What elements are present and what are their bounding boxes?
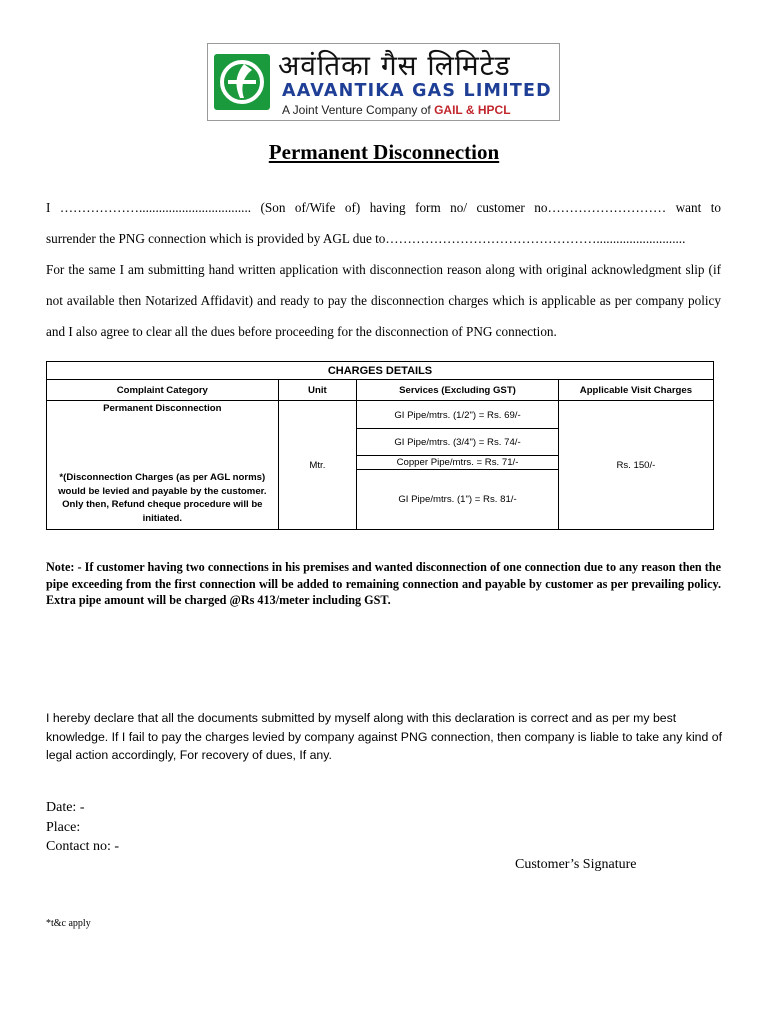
services-cell	[357, 401, 559, 530]
logo-hindi-text: अवंतिका गैस लिमिटेड	[278, 49, 511, 82]
page-title: Permanent Disconnection	[268, 140, 500, 164]
header-unit: Unit	[278, 380, 357, 401]
declaration-paragraph: I hereby declare that all the documents submitted by myself along with this declaration is correct and as per my best knowledge. If I fail to pay the charges levied by company against PNG connection, then company is liable to take any kind of legal action accordingly, For recovery of dues, If any.	[46, 711, 723, 762]
category-cell	[47, 401, 279, 530]
header-visit-charges: Applicable Visit Charges	[558, 380, 713, 401]
unit-cell: Mtr.	[278, 401, 357, 530]
charges-table	[46, 361, 714, 530]
intro-paragraph	[46, 192, 721, 347]
note-paragraph: Note: - If customer having two connections in his premises and wanted disconnection of one connection due to any reason then the pipe exceeding from the first connection will be added to remaining connection and payable by customer as per prevailing policy. Extra pipe amount will be charged @Rs 413/meter including GST.	[46, 560, 721, 607]
customer-signature-label: Customer’s Signature	[515, 857, 637, 872]
intro-line-3: For the same I am submitting hand written application with disconnection reason along with original acknowledgment slip (if not available then Notarized Affidavit) and ready to pay the disconnection charges which is applicable as per company policy and I also agree to clear all the dues before proceeding for the disconnection of PNG connection.	[46, 262, 721, 339]
category-name: Permanent Disconnection	[103, 403, 222, 414]
table-caption: CHARGES DETAILS	[47, 362, 714, 380]
service-item: Copper Pipe/mtrs. = Rs. 71/-	[357, 456, 558, 470]
contact-label: Contact no: -	[46, 839, 120, 854]
company-logo	[207, 43, 560, 121]
date-label: Date: -	[46, 800, 85, 815]
terms-note: *t&c apply	[46, 918, 91, 929]
category-note: *(Disconnection Charges (as per AGL norms) would be levied and payable by the customer. Only then, Refund cheque procedure will be initiated.	[58, 471, 267, 525]
header-services: Services (Excluding GST)	[357, 380, 559, 401]
visit-charge-cell: Rs. 150/-	[558, 401, 713, 530]
service-item: GI Pipe/mtrs. (3/4") = Rs. 74/-	[357, 429, 558, 456]
place-label: Place:	[46, 820, 81, 835]
service-item: GI Pipe/mtrs. (1/2") = Rs. 69/-	[357, 402, 558, 429]
table-header-row	[47, 380, 714, 401]
tagline-prefix: A Joint Venture Company of	[282, 103, 435, 117]
services-list	[357, 402, 558, 528]
flame-logo-icon	[214, 54, 270, 110]
intro-line-2: surrender the PNG connection which is provided by AGL due to…………………………………………...........................	[46, 231, 686, 246]
logo-tagline	[282, 103, 511, 117]
intro-line-1: I ……………….................................. (Son of/Wife of) having form no/ customer no……………………… want to	[46, 200, 721, 215]
header-complaint-category: Complaint Category	[47, 380, 279, 401]
service-item: GI Pipe/mtrs. (1") = Rs. 81/-	[398, 493, 517, 505]
logo-english-text: AAVANTIKA GAS LIMITED	[282, 81, 552, 101]
table-row	[47, 401, 714, 530]
tagline-partners: GAIL & HPCL	[434, 103, 511, 117]
